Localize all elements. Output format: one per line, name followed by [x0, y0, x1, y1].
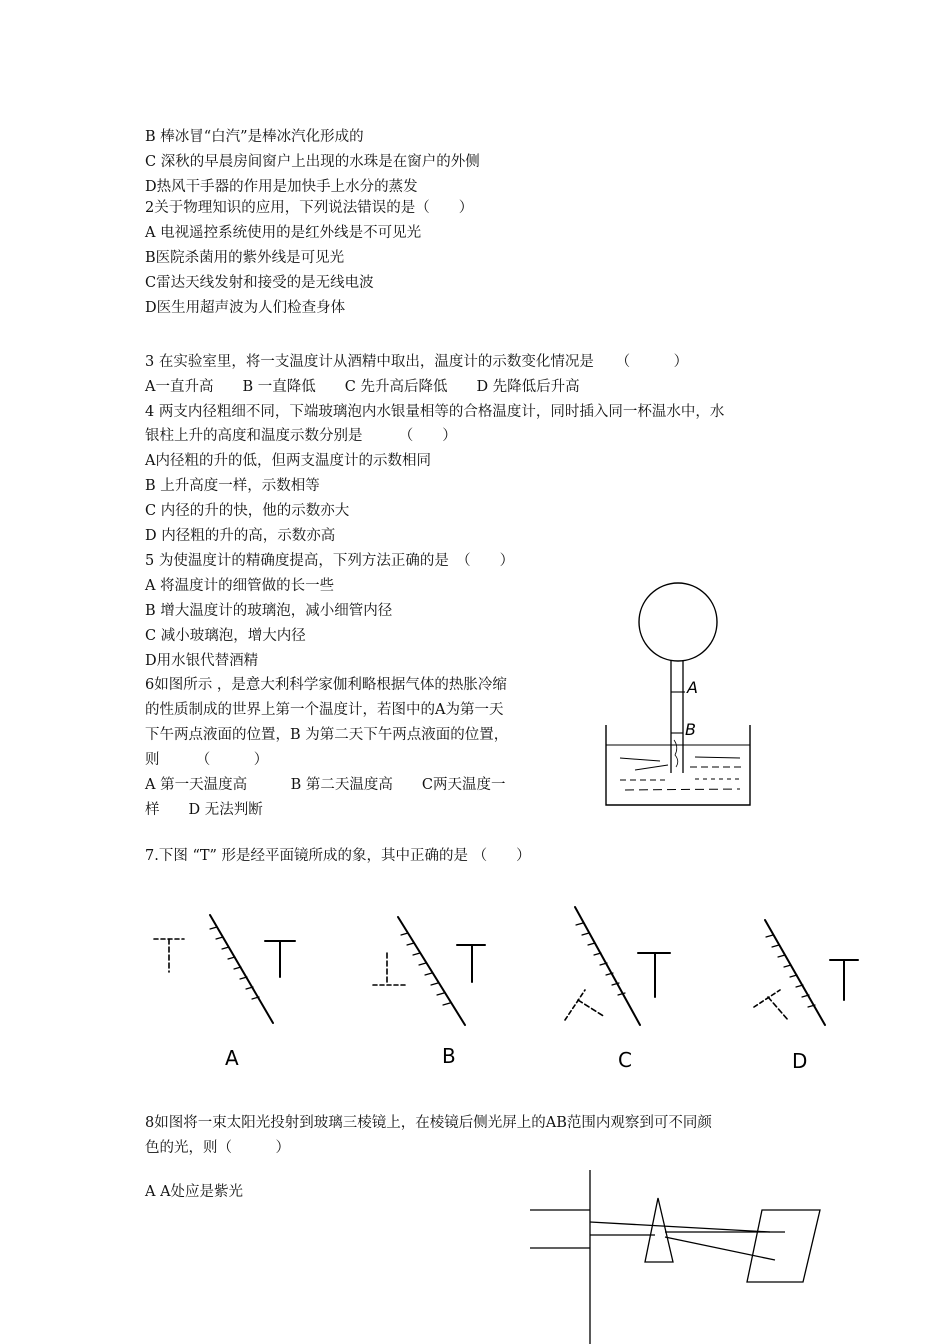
galileo-thermometer-figure [600, 575, 770, 810]
q2-stem: 2关于物理知识的应用，下列说法错误的是（ ） [145, 200, 474, 216]
q1-option-c: C 深秋的早晨房间窗户上出现的水珠是在窗户的外侧 [145, 154, 480, 170]
q4-option-d: D 内径粗的升的高，示数亦高 [145, 528, 336, 544]
q6-stem-line2: 的性质制成的世界上第一个温度计，若图中的A为第一天 [145, 702, 504, 718]
thermometer-bulb [639, 583, 717, 661]
q6-options-line2: 样 D 无法判断 [145, 802, 263, 818]
q2-option-b: B医院杀菌用的紫外线是可见光 [145, 250, 345, 266]
q5-option-c: C 减小玻璃泡，增大内径 [145, 628, 306, 644]
q2-option-d: D医生用超声波为人们检查身体 [145, 300, 346, 316]
q7-stem: 7.下图 “T” 形是经平面镜所成的象，其中正确的是 （ ） [145, 848, 531, 864]
q3-options: A一直升高 B 一直降低 C 先升高后降低 D 先降低后升高 [145, 379, 580, 395]
light-screen [747, 1210, 820, 1282]
option-c-label: C [618, 1048, 632, 1072]
q6-stem-line4: 则 （ ） [145, 752, 269, 768]
q6-stem-line3: 下午两点液面的位置，B 为第二天下午两点液面的位置， [145, 727, 509, 743]
q1-option-d: D热风干手器的作用是加快手上水分的蒸发 [145, 179, 418, 195]
water-container [606, 725, 750, 805]
thermometer-label-b: B [685, 720, 696, 739]
q5-option-a: A 将温度计的细管做的长一些 [145, 578, 335, 594]
q1-option-b: B 棒冰冒“白汽”是棒冰汽化形成的 [145, 129, 364, 145]
q5-option-b: B 增大温度计的玻璃泡，减小细管内径 [145, 603, 393, 619]
q8-stem-line1: 8如图将一束太阳光投射到玻璃三棱镜上，在棱镜后侧光屏上的AB范围内观察到可不同颜 [145, 1115, 712, 1131]
prism-figure [525, 1170, 835, 1344]
q8-stem-line2: 色的光，则（ ） [145, 1140, 290, 1156]
q3-stem: 3 在实验室里，将一支温度计从酒精中取出，温度计的示数变化情况是 （ ） [145, 354, 689, 370]
option-b-figure [373, 917, 485, 1025]
option-d-figure [754, 920, 858, 1025]
q8-option-a: A A处应是紫光 [145, 1184, 244, 1200]
option-d-label: D [792, 1049, 808, 1073]
q5-option-d: D用水银代替酒精 [145, 653, 259, 669]
option-c-figure [565, 907, 670, 1025]
q4-option-a: A内径粗的升的低，但两支温度计的示数相同 [145, 453, 431, 469]
q4-stem-line2: 银柱上升的高度和温度示数分别是 （ ） [145, 428, 457, 444]
q6-options-line1: A 第一天温度高 B 第二天温度高 C两天温度一 [145, 777, 506, 793]
q5-stem: 5 为使温度计的精确度提高，下列方法正确的是 （ ） [145, 553, 515, 569]
mirror-t-figures [140, 895, 860, 1085]
thermometer-label-a: A [687, 678, 698, 697]
option-a-figure [154, 915, 295, 1023]
option-b-label: B [442, 1044, 456, 1068]
q2-option-c: C雷达天线发射和接受的是无线电波 [145, 275, 374, 291]
q4-stem-line1: 4 两支内径粗细不同，下端玻璃泡内水银量相等的合格温度计，同时插入同一杯温水中，水 [145, 404, 725, 420]
q4-option-b: B 上升高度一样，示数相等 [145, 478, 320, 494]
glass-prism [645, 1198, 673, 1262]
q2-option-a: A 电视遥控系统使用的是红外线是不可见光 [145, 225, 422, 241]
q6-stem-line1: 6如图所示 ，是意大利科学家伽利略根据气体的热胀冷缩 [145, 677, 507, 693]
q4-option-c: C 内径的升的快，他的示数亦大 [145, 503, 350, 519]
option-a-label: A [225, 1046, 239, 1070]
